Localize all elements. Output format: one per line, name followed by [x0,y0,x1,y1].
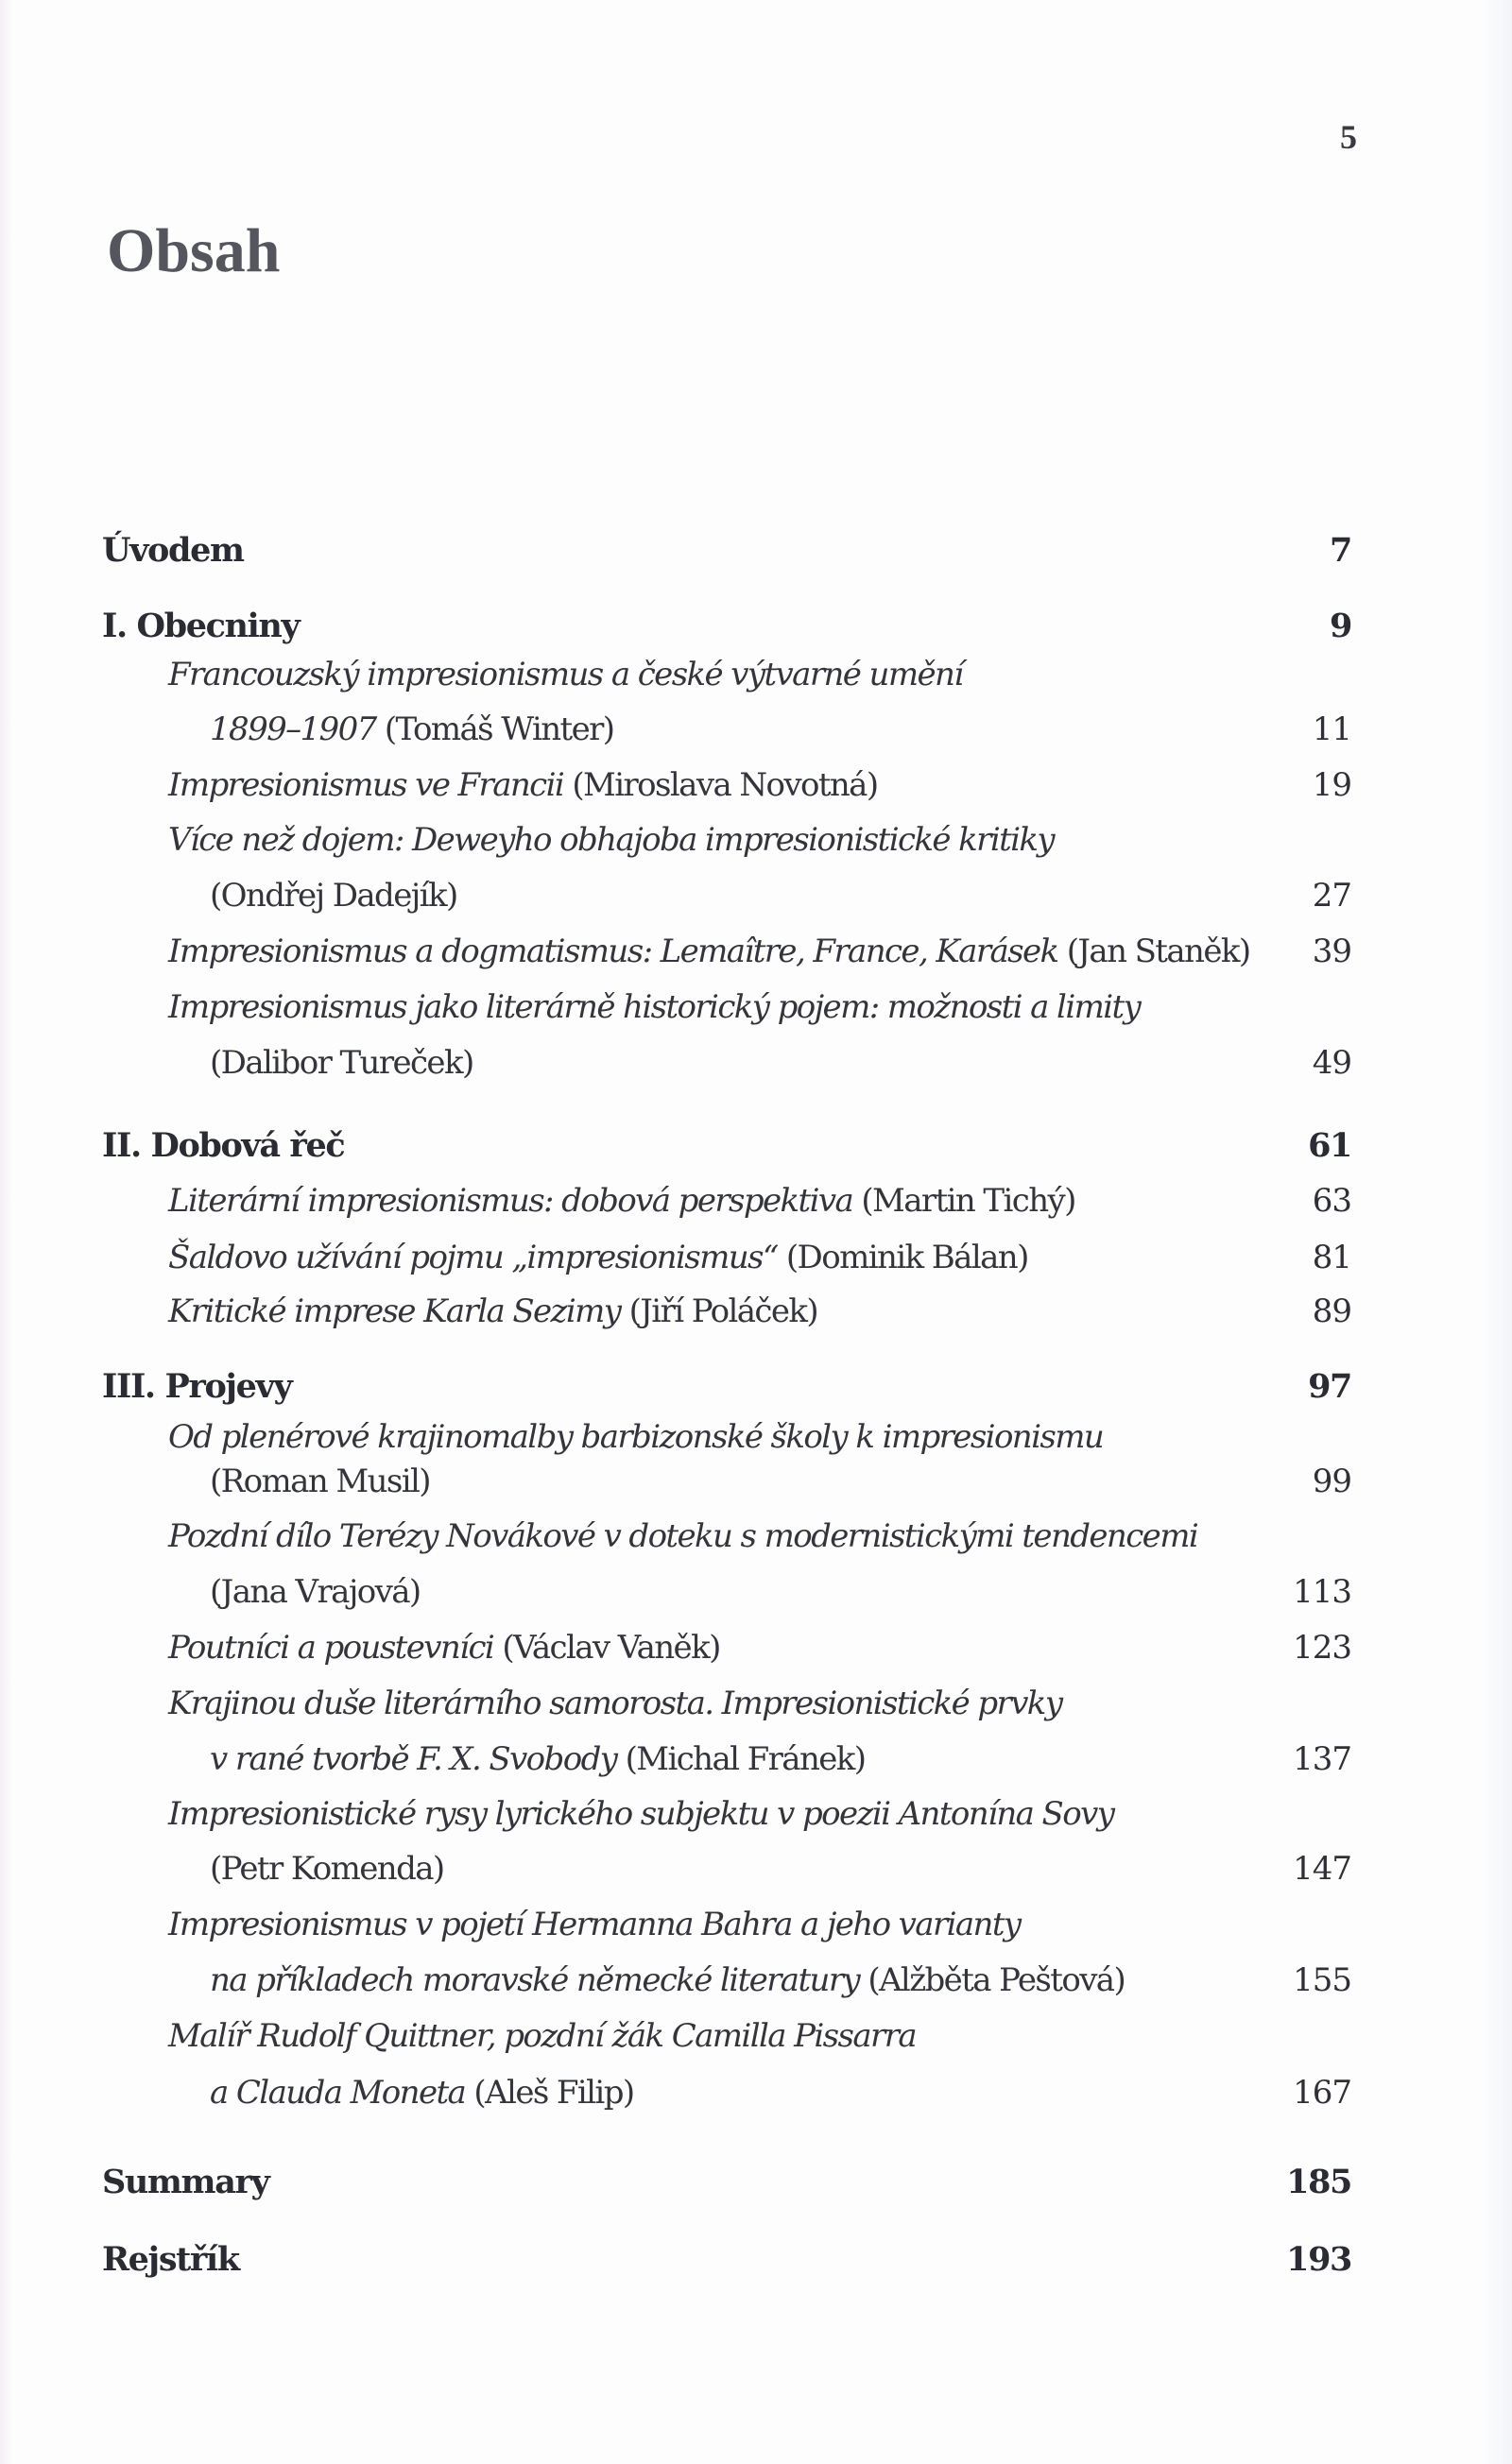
toc-entry-title: Impresionismus ve Francii [168,766,564,804]
page-number: 5 [1340,118,1357,156]
toc-entry-title: a Clauda Moneta [210,2074,466,2112]
toc-page-number: 7 [1330,531,1351,570]
toc-entry-author: (Dalibor Tureček) [210,1044,473,1082]
toc-entry[interactable] [0,981,1512,1026]
toc-page-number: 137 [1293,1740,1351,1778]
toc-entry[interactable] [0,1788,1512,1833]
toc-entry-text [168,1517,1197,1555]
toc-entry-author: (Ondřej Dadejík) [210,877,457,915]
toc-entry-text [210,877,457,915]
toc-page-number: 49 [1312,1044,1351,1082]
toc-entry-text [168,1629,720,1667]
toc-entry-title: v rané tvorbě F. X. Svobody [210,1740,617,1778]
toc-entry[interactable] [0,813,1512,859]
toc-page-number: 19 [1312,766,1351,804]
toc-section-title: III. Projevy [102,1367,292,1406]
toc-entry-text [210,1961,1125,1999]
toc-entry-text [168,1182,1075,1220]
toc-page-number: 155 [1293,1961,1351,1999]
toc-entry-author: (Tomáš Winter) [375,710,614,748]
page-title: Obsah [107,216,281,285]
toc-entry-text [210,2074,634,2112]
toc-entry-title: na příkladech moravské německé literatury [210,1961,860,1999]
toc-entry-title: Pozdní dílo Terézy Novákové v doteku s modernistickými tendencemi [168,1517,1198,1555]
toc-entry-text [168,1795,1113,1833]
toc-entry-text [168,1292,817,1330]
toc-page-number: 99 [1312,1463,1351,1500]
toc-entry-continuation[interactable] [0,1455,1512,1500]
toc-section[interactable] [0,600,1512,645]
toc-page-number: 63 [1312,1182,1351,1220]
toc-entry[interactable] [0,1898,1512,1943]
toc-entry-text [168,656,963,693]
toc-entry-continuation[interactable] [0,703,1512,748]
toc-entry[interactable] [0,759,1512,804]
toc-entry-continuation[interactable] [0,1036,1512,1082]
toc-entry-author: (Dominik Bálan) [777,1239,1028,1276]
toc-page-number: 61 [1308,1126,1351,1165]
toc-entry-author: (Jan Staněk) [1057,933,1250,970]
toc-section-title: Rejstřík [102,2240,239,2279]
toc-entry-title: Impresionistické rysy lyrického subjektu v poezii Antonína Sovy [168,1795,1114,1833]
toc-entry-author: (Petr Komenda) [210,1850,444,1888]
toc-entry[interactable] [0,1174,1512,1220]
toc-entry[interactable] [0,648,1512,693]
toc-entry-text [210,1573,421,1611]
toc-page-number: 9 [1330,607,1351,645]
toc-entry-text [210,1463,430,1500]
toc-entry-text [168,933,1250,970]
toc-entry-continuation[interactable] [0,869,1512,915]
toc-entry-text [168,1418,1103,1456]
toc-entry-author: (Martin Tichý) [852,1182,1075,1220]
toc-section-title: Summary [102,2163,269,2201]
toc-entry-text [210,1850,444,1888]
toc-entry[interactable] [0,1510,1512,1555]
toc-entry-author: (Alžběta Peštová) [859,1961,1125,1999]
toc-entry-text [210,710,613,748]
toc-entry-title: Literární impresionismus: dobová perspektiva [168,1182,853,1220]
toc-page-number: 39 [1312,933,1351,970]
toc-section-title: Úvodem [102,531,244,570]
toc-entry-title: Krajinou duše literárního samorosta. Impresionistické prvky [168,1685,1062,1722]
toc-entry-text [168,821,1054,859]
toc-page-number: 167 [1293,2074,1351,2112]
toc-page-number: 193 [1286,2240,1351,2279]
toc-page-number: 97 [1308,1367,1351,1406]
toc-section[interactable] [0,524,1512,570]
toc-entry-text [168,1239,1028,1276]
toc-section-title: II. Dobová řeč [102,1126,345,1165]
toc-entry-title: Impresionismus a dogmatismus: Lemaître, France, Karásek [168,933,1058,970]
toc-entry-text [210,1044,473,1082]
toc-entry[interactable] [0,1285,1512,1330]
toc-entry-continuation[interactable] [0,1954,1512,1999]
toc-entry-text [168,1906,1021,1943]
toc-entry[interactable] [0,1677,1512,1722]
toc-page-number: 27 [1312,877,1351,915]
toc-entry-title: Francouzský impresionismus a české výtvarné umění [168,656,963,693]
toc-entry[interactable] [0,2010,1512,2055]
toc-entry-title: Od plenérové krajinomalby barbizonské školy k impresionismu [168,1418,1104,1456]
toc-entry-continuation[interactable] [0,1842,1512,1888]
toc-page-number: 185 [1286,2163,1351,2201]
toc-entry-author: (Jana Vrajová) [210,1573,421,1611]
toc-entry-text [168,1685,1061,1722]
toc-section[interactable] [0,2156,1512,2201]
toc-entry-author: (Václav Vaněk) [493,1629,720,1667]
toc-section[interactable] [0,1360,1512,1406]
toc-entry-continuation[interactable] [0,1733,1512,1778]
toc-section[interactable] [0,2233,1512,2279]
toc-page-number: 89 [1312,1292,1351,1330]
toc-page-number: 113 [1293,1573,1351,1611]
toc-entry[interactable] [0,1621,1512,1667]
toc-entry-title: Poutníci a poustevníci [168,1629,494,1667]
toc-entry-title: Impresionismus v pojetí Hermanna Bahra a jeho varianty [168,1906,1021,1943]
toc-section-title: I. Obecniny [102,607,300,645]
toc-entry-author: (Roman Musil) [210,1463,430,1500]
toc-entry-continuation[interactable] [0,2066,1512,2112]
toc-entry-author: (Jiří Poláček) [620,1292,818,1330]
toc-entry-text [210,1740,865,1778]
toc-page-number: 81 [1312,1239,1351,1276]
toc-entry-title: Malíř Rudolf Quittner, pozdní žák Camilla Pissarra [168,2017,917,2055]
toc-page-number: 147 [1293,1850,1351,1888]
toc-entry-title: Kritické imprese Karla Sezimy [168,1292,621,1330]
toc-entry-title: Více než dojem: Deweyho obhajoba impresionistické kritiky [168,821,1055,859]
toc-page-number: 11 [1312,710,1351,748]
toc-entry-author: (Michal Fránek) [616,1740,866,1778]
toc-entry-text [168,988,1140,1026]
toc-entry-title: 1899–1907 [210,710,376,748]
toc-entry-text [168,766,878,804]
toc-entry[interactable] [0,1231,1512,1276]
toc-entry-author: (Aleš Filip) [465,2074,634,2112]
toc-entry-title: Šaldovo užívání pojmu „impresionismus“ [168,1239,778,1276]
toc-entry-title: Impresionismus jako literárně historický pojem: možnosti a limity [168,988,1141,1026]
toc-page-number: 123 [1293,1629,1351,1667]
toc-entry[interactable] [0,925,1512,970]
toc-entry-text [168,2017,916,2055]
toc-section[interactable] [0,1120,1512,1165]
toc-entry[interactable] [0,1411,1512,1456]
toc-entry-continuation[interactable] [0,1566,1512,1611]
toc-entry-author: (Miroslava Novotná) [563,766,878,804]
